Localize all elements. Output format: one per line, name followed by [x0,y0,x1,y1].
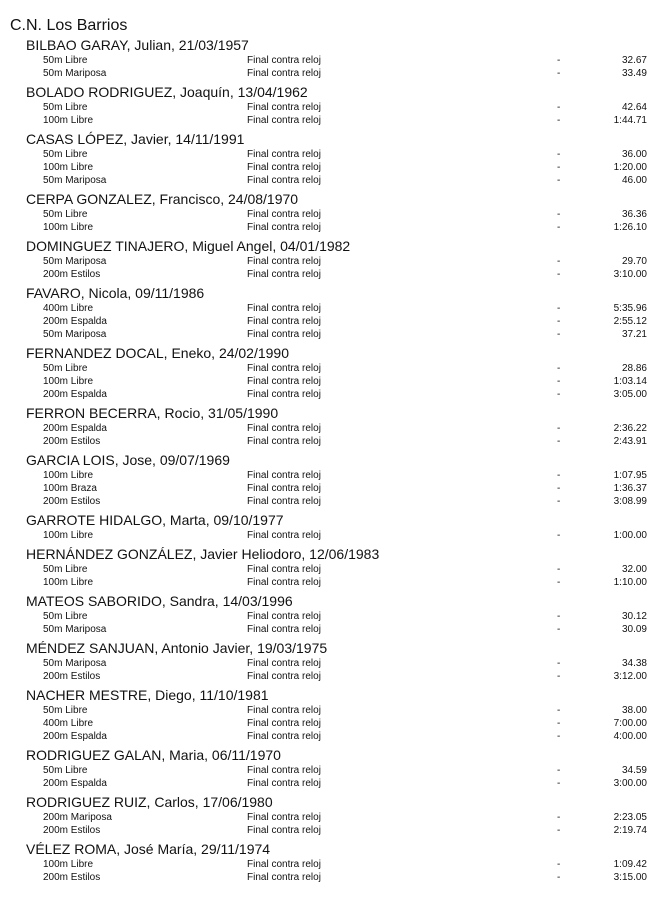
event-round: Final contra reloj [247,496,321,507]
event-round: Final contra reloj [247,269,321,280]
swimmer-name: CERPA GONZALEZ, Francisco, 24/08/1970 [26,191,299,207]
event-row [0,469,659,482]
event-name: 50m Mariposa [43,175,107,186]
event-name: 200m Espalda [43,778,107,789]
event-name: 200m Mariposa [43,812,112,823]
event-separator: - [557,530,561,541]
event-name: 200m Espalda [43,389,107,400]
event-time: 1:00.00 [613,530,647,541]
event-separator: - [557,872,561,883]
event-time: 1:10.00 [613,577,647,588]
swimmer-name: FERNANDEZ DOCAL, Eneko, 24/02/1990 [26,345,290,361]
event-separator: - [557,577,561,588]
club-title: C.N. Los Barrios [10,17,128,34]
event-separator: - [557,269,561,280]
event-row [0,255,659,268]
event-row [0,328,659,341]
event-separator: - [557,436,561,447]
event-row [0,529,659,542]
event-separator: - [557,175,561,186]
swimmer-name: BOLADO RODRIGUEZ, Joaquín, 13/04/1962 [26,84,308,100]
swimmer-name: RODRIGUEZ RUIZ, Carlos, 17/06/1980 [26,794,273,810]
event-round: Final contra reloj [247,376,321,387]
event-separator: - [557,496,561,507]
event-row [0,777,659,790]
event-row [0,811,659,824]
event-round: Final contra reloj [247,564,321,575]
event-row [0,871,659,884]
event-round: Final contra reloj [247,175,321,186]
event-time: 1:07.95 [613,470,647,481]
event-separator: - [557,671,561,682]
event-separator: - [557,731,561,742]
event-row [0,623,659,636]
event-row [0,148,659,161]
event-name: 100m Libre [43,470,94,481]
event-time: 1:36.37 [613,483,647,494]
swimmer-name: FERRON BECERRA, Rocio, 31/05/1990 [26,405,279,421]
event-separator: - [557,55,561,66]
event-time: 1:44.71 [613,115,647,126]
event-row [0,208,659,221]
event-time: 7:00.00 [613,718,647,729]
event-row [0,114,659,127]
event-row [0,563,659,576]
event-name: 200m Espalda [43,316,107,327]
event-time: 38.00 [621,705,647,716]
event-name: 400m Libre [43,718,94,729]
event-time: 2:23.05 [613,812,647,823]
event-round: Final contra reloj [247,658,321,669]
event-separator: - [557,222,561,233]
event-row [0,670,659,683]
event-row [0,730,659,743]
event-name: 100m Braza [43,483,97,494]
event-time: 1:20.00 [613,162,647,173]
event-row [0,268,659,281]
event-time: 1:09.42 [613,859,647,870]
event-name: 50m Mariposa [43,624,107,635]
event-separator: - [557,423,561,434]
swimmer-name: GARCIA LOIS, Jose, 09/07/1969 [26,452,230,468]
event-time: 3:08.99 [613,496,647,507]
event-separator: - [557,483,561,494]
event-time: 36.00 [621,149,647,160]
event-separator: - [557,162,561,173]
event-round: Final contra reloj [247,483,321,494]
event-separator: - [557,389,561,400]
event-name: 100m Libre [43,162,94,173]
event-round: Final contra reloj [247,209,321,220]
event-time: 2:55.12 [613,316,647,327]
event-separator: - [557,329,561,340]
event-row [0,315,659,328]
event-name: 200m Estilos [43,269,101,280]
event-row [0,362,659,375]
swimmer-name: CASAS LÓPEZ, Javier, 14/11/1991 [26,131,245,147]
event-round: Final contra reloj [247,624,321,635]
event-name: 50m Libre [43,55,88,66]
event-round: Final contra reloj [247,389,321,400]
swimmer-name: NACHER MESTRE, Diego, 11/10/1981 [26,687,269,703]
event-time: 2:36.22 [613,423,647,434]
event-round: Final contra reloj [247,329,321,340]
event-time: 3:05.00 [613,389,647,400]
event-separator: - [557,303,561,314]
event-time: 34.38 [621,658,647,669]
event-separator: - [557,68,561,79]
event-row [0,101,659,114]
event-round: Final contra reloj [247,812,321,823]
event-time: 2:19.74 [613,825,647,836]
event-separator: - [557,658,561,669]
swimmer-name: BILBAO GARAY, Julian, 21/03/1957 [26,37,249,53]
event-round: Final contra reloj [247,470,321,481]
event-separator: - [557,705,561,716]
event-round: Final contra reloj [247,577,321,588]
swimmer-name: DOMINGUEZ TINAJERO, Miguel Angel, 04/01/1982 [26,238,351,254]
event-separator: - [557,718,561,729]
event-time: 32.67 [621,55,647,66]
event-separator: - [557,778,561,789]
swimmer-name: VÉLEZ ROMA, José María, 29/11/1974 [26,841,271,857]
event-row [0,657,659,670]
event-time: 3:15.00 [613,872,647,883]
event-round: Final contra reloj [247,671,321,682]
event-round: Final contra reloj [247,68,321,79]
event-separator: - [557,825,561,836]
event-time: 5:35.96 [613,303,647,314]
event-row [0,422,659,435]
event-name: 200m Estilos [43,825,101,836]
event-separator: - [557,812,561,823]
event-name: 50m Mariposa [43,256,107,267]
event-time: 32.00 [621,564,647,575]
event-separator: - [557,149,561,160]
event-round: Final contra reloj [247,363,321,374]
event-time: 33.49 [621,68,647,79]
event-separator: - [557,564,561,575]
event-time: 37.21 [621,329,647,340]
event-round: Final contra reloj [247,55,321,66]
event-round: Final contra reloj [247,765,321,776]
event-time: 3:12.00 [613,671,647,682]
event-time: 34.59 [621,765,647,776]
event-name: 50m Libre [43,765,88,776]
event-time: 36.36 [621,209,647,220]
event-time: 3:00.00 [613,778,647,789]
event-time: 28.86 [621,363,647,374]
event-name: 50m Libre [43,209,88,220]
event-name: 100m Libre [43,577,94,588]
event-name: 50m Libre [43,149,88,160]
event-round: Final contra reloj [247,825,321,836]
event-row [0,435,659,448]
event-name: 100m Libre [43,859,94,870]
event-round: Final contra reloj [247,316,321,327]
event-name: 100m Libre [43,530,94,541]
event-time: 1:03.14 [613,376,647,387]
event-row [0,858,659,871]
event-separator: - [557,115,561,126]
event-name: 200m Espalda [43,423,107,434]
event-row [0,576,659,589]
event-row [0,161,659,174]
event-time: 30.09 [621,624,647,635]
event-time: 2:43.91 [613,436,647,447]
event-name: 200m Espalda [43,731,107,742]
event-row [0,174,659,187]
event-separator: - [557,765,561,776]
event-round: Final contra reloj [247,162,321,173]
event-separator: - [557,256,561,267]
event-name: 50m Libre [43,363,88,374]
event-separator: - [557,470,561,481]
event-round: Final contra reloj [247,102,321,113]
event-row [0,482,659,495]
event-name: 50m Mariposa [43,329,107,340]
event-row [0,610,659,623]
event-round: Final contra reloj [247,436,321,447]
swimmer-name: MATEOS SABORIDO, Sandra, 14/03/1996 [26,593,293,609]
event-name: 50m Libre [43,564,88,575]
event-round: Final contra reloj [247,115,321,126]
event-name: 50m Mariposa [43,68,107,79]
event-separator: - [557,624,561,635]
event-round: Final contra reloj [247,731,321,742]
event-round: Final contra reloj [247,222,321,233]
event-name: 200m Estilos [43,872,101,883]
event-name: 100m Libre [43,222,94,233]
swimmer-name: GARROTE HIDALGO, Marta, 09/10/1977 [26,512,284,528]
event-row [0,764,659,777]
event-row [0,388,659,401]
event-separator: - [557,859,561,870]
swimmer-name: RODRIGUEZ GALAN, Maria, 06/11/1970 [26,747,281,763]
event-round: Final contra reloj [247,718,321,729]
event-name: 100m Libre [43,376,94,387]
event-row [0,221,659,234]
event-separator: - [557,376,561,387]
event-row [0,717,659,730]
event-name: 50m Libre [43,611,88,622]
event-round: Final contra reloj [247,530,321,541]
event-row [0,67,659,80]
event-row [0,302,659,315]
event-round: Final contra reloj [247,872,321,883]
event-round: Final contra reloj [247,303,321,314]
swimmer-name: MÉNDEZ SANJUAN, Antonio Javier, 19/03/1975 [26,640,328,656]
event-round: Final contra reloj [247,705,321,716]
event-separator: - [557,611,561,622]
event-time: 4:00.00 [613,731,647,742]
event-row [0,495,659,508]
event-row [0,824,659,837]
event-time: 3:10.00 [613,269,647,280]
event-round: Final contra reloj [247,859,321,870]
event-round: Final contra reloj [247,778,321,789]
event-time: 46.00 [621,175,647,186]
event-row [0,375,659,388]
event-time: 42.64 [621,102,647,113]
event-row [0,704,659,717]
event-row [0,54,659,67]
event-name: 400m Libre [43,303,94,314]
event-round: Final contra reloj [247,611,321,622]
event-time: 30.12 [621,611,647,622]
event-round: Final contra reloj [247,256,321,267]
swimmer-name: HERNÁNDEZ GONZÁLEZ, Javier Heliodoro, 12/06/1983 [26,546,380,562]
event-separator: - [557,209,561,220]
event-name: 100m Libre [43,115,94,126]
event-time: 1:26.10 [613,222,647,233]
event-name: 200m Estilos [43,496,101,507]
event-name: 50m Libre [43,102,88,113]
event-separator: - [557,316,561,327]
event-separator: - [557,102,561,113]
event-name: 200m Estilos [43,671,101,682]
event-round: Final contra reloj [247,149,321,160]
event-separator: - [557,363,561,374]
event-name: 200m Estilos [43,436,101,447]
event-name: 50m Libre [43,705,88,716]
swimmer-name: FAVARO, Nicola, 09/11/1986 [26,285,205,301]
event-name: 50m Mariposa [43,658,107,669]
event-time: 29.70 [621,256,647,267]
event-round: Final contra reloj [247,423,321,434]
